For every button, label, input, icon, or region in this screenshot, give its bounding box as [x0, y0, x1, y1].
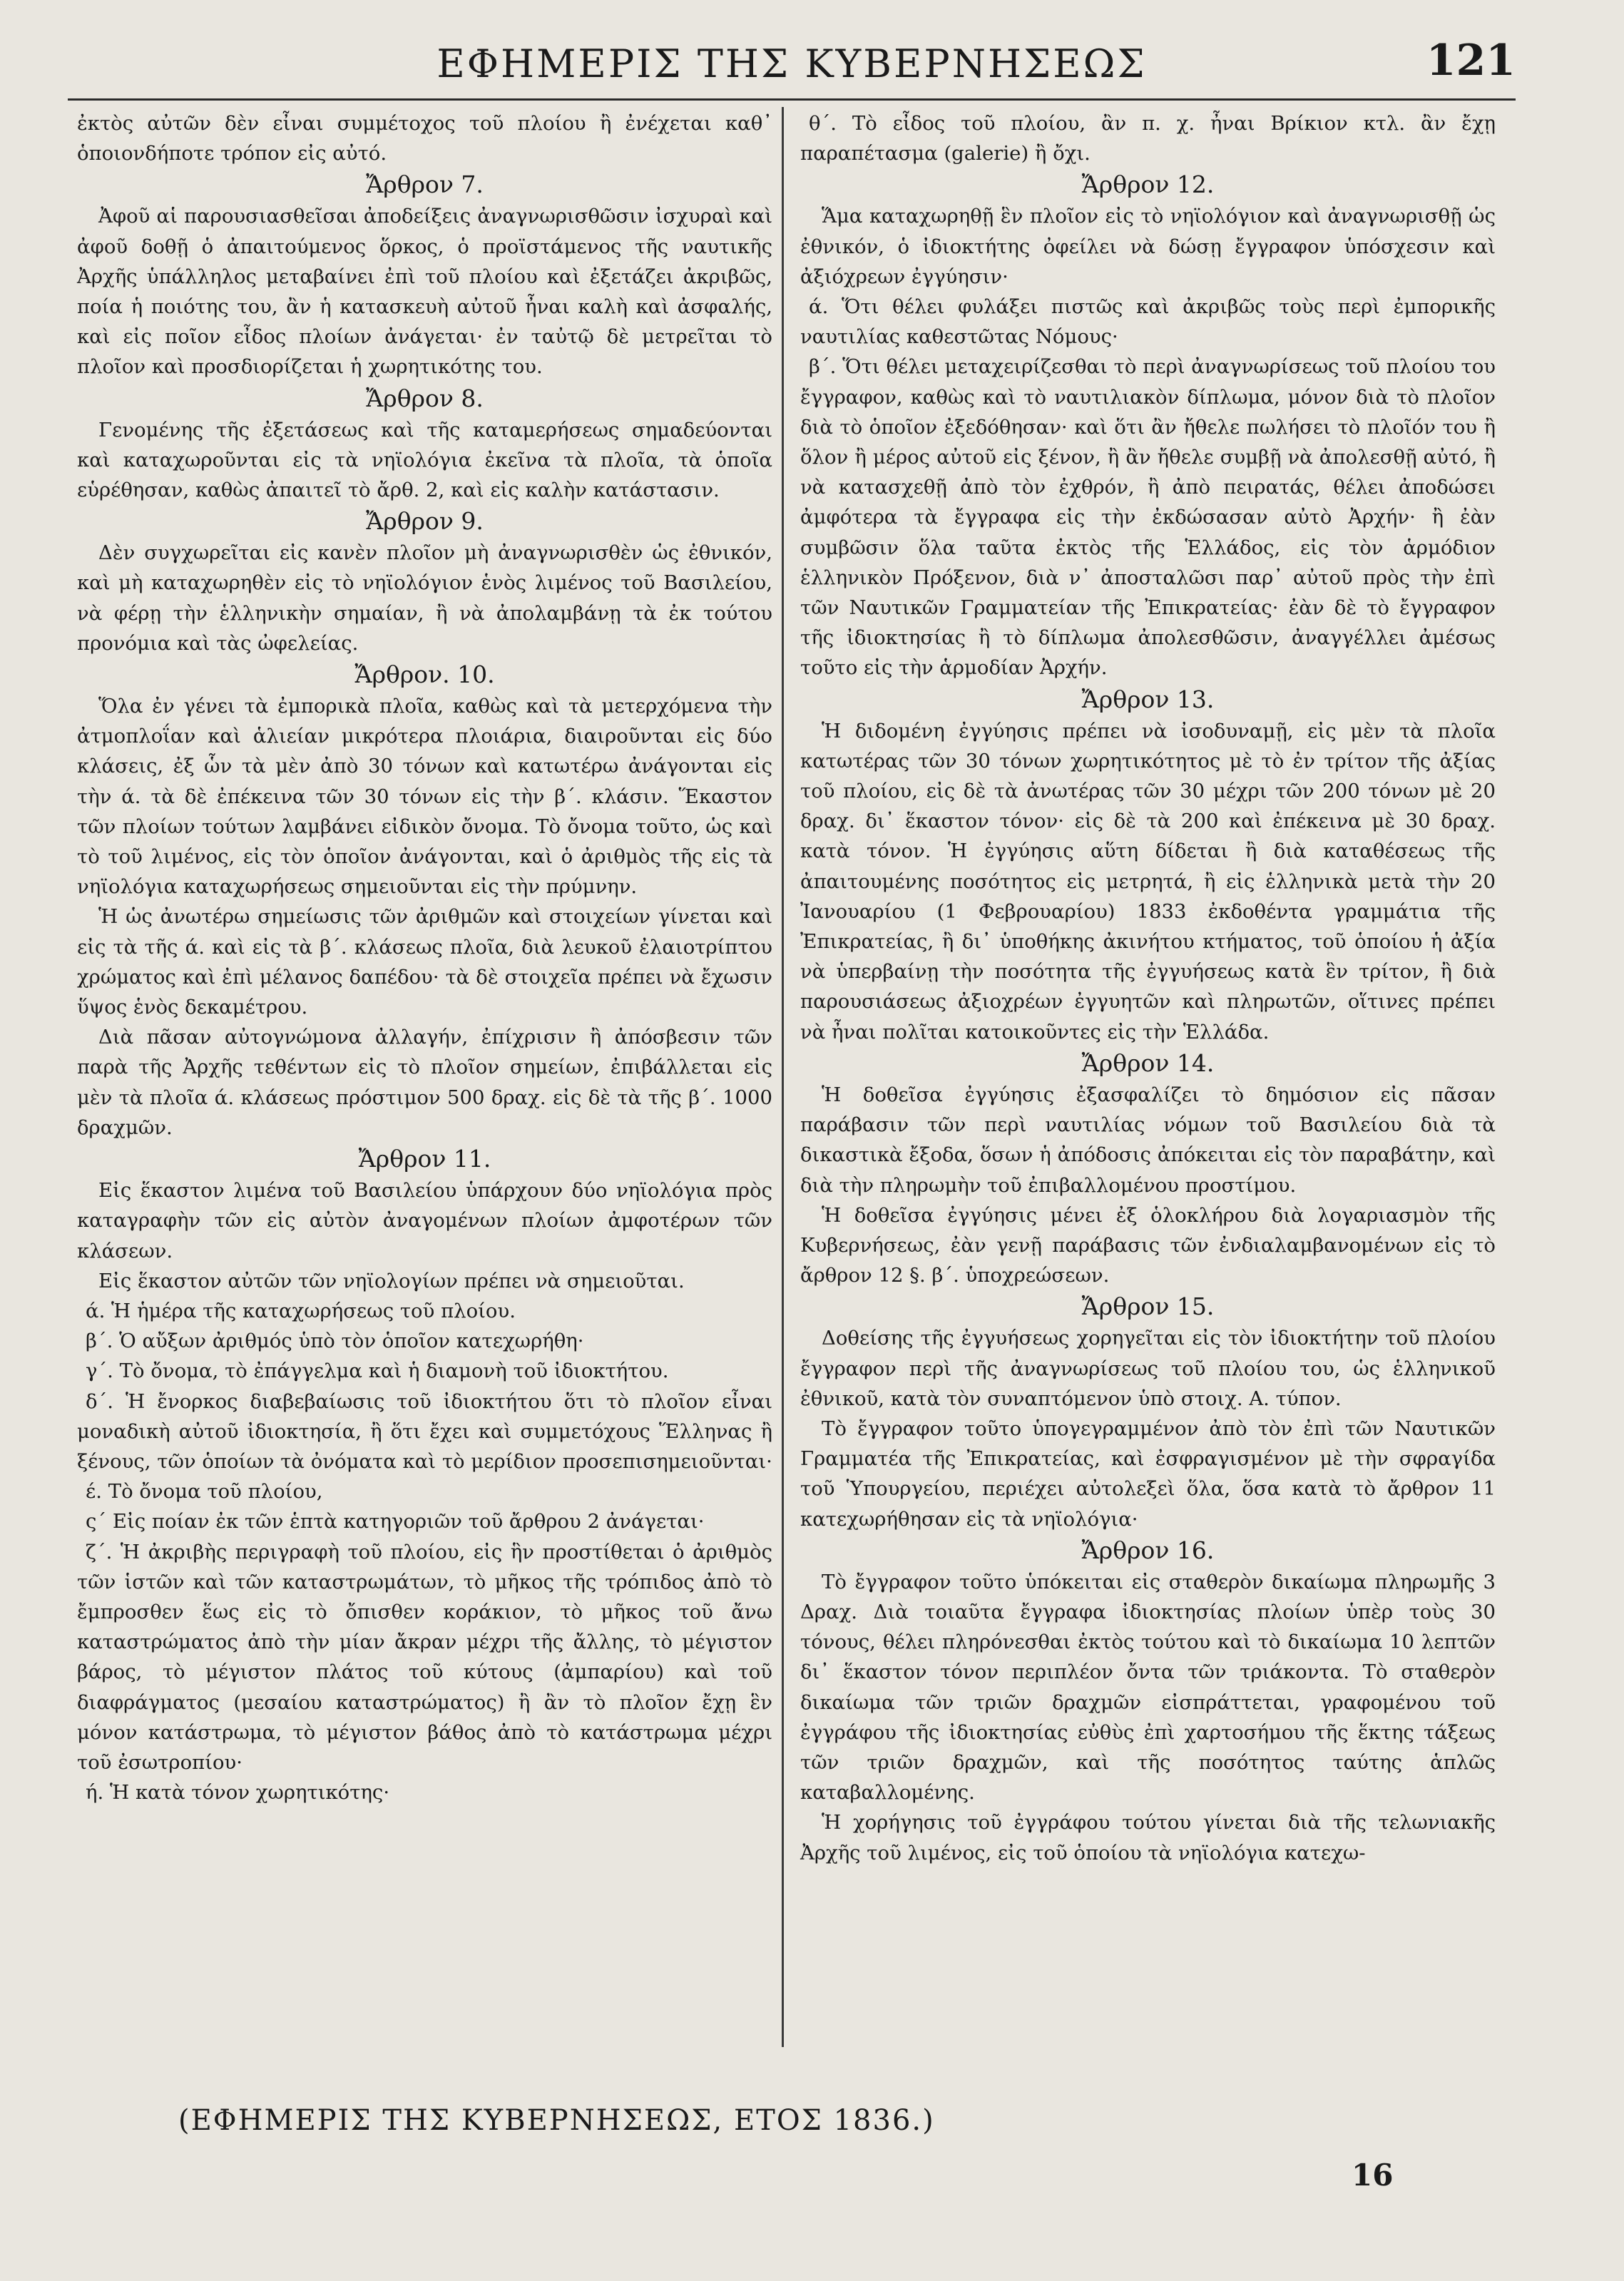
paragraph: έ. Τὸ ὄνομα τοῦ πλοίου,	[86, 1480, 323, 1504]
article-heading: Ἄρθρον. 10.	[354, 660, 495, 689]
paragraph: δ΄. Ἡ ἔνορκος διαβεβαίωσις τοῦ ἰδιοκτήτου ὅτι τὸ πλοῖον εἶναι μοναδικὴ αὐτοῦ ἰδιοκτησία, ἢ ὅτι ἔχει καὶ συμμετόχους Ἕλληνας ἢ ξένους, τῶν ὁποίων τὰ ὀνόματα καὶ τὸ μερίδιον προσεπισημειοῦνται·	[77, 1389, 772, 1473]
paragraph: Διὰ πᾶσαν αὐτογνώμονα ἀλλαγήν, ἐπίχρισιν ἢ ἀπόσβεσιν τῶν παρὰ τῆς Ἀρχῆς τεθέντων εἰς τὸ πλοῖον σημείων, ἐπιβάλλεται εἰς μὲν τὰ πλοῖα ά. κλάσεως πρόστιμον 500 δραχ. εἰς δὲ τὰ τῆς β΄. 1000 δραχμῶν.	[77, 1026, 772, 1139]
article-heading: Ἄρθρον 8.	[366, 384, 484, 412]
header-rule	[68, 98, 1516, 101]
paragraph: ά. Ὅτι θέλει φυλάξει πιστῶς καὶ ἀκριβῶς τοὺς περὶ ἐμπορικῆς ναυτιλίας καθεστῶτας Νόμους·	[800, 295, 1496, 349]
sheet-number: 16	[1352, 2158, 1394, 2193]
paragraph: Δὲν συγχωρεῖται εἰς κανὲν πλοῖον μὴ ἀναγνωρισθὲν ὡς ἐθνικόν, καὶ μὴ καταχωρηθὲν εἰς τὸ νηϊολόγιον ἑνὸς λιμένος τοῦ Βασιλείου, νὰ φέρῃ τὴν ἑλληνικὴν σημαίαν, ἢ νὰ ἀπολαμβάνῃ τὰ ἐκ τούτου προνόμια καὶ τὰς ὠφελείας.	[77, 541, 772, 655]
issue-footer: (ΕΦΗΜΕΡΙΣ ΤΗΣ ΚΥΒΕΡΝΗΣΕΩΣ, ΕΤΟΣ 1836.)	[178, 2104, 935, 2137]
paragraph: Εἰς ἕκαστον λιμένα τοῦ Βασιλείου ὑπάρχουν δύο νηϊολόγια πρὸς καταγραφὴν τῶν εἰς αὐτὸν ἀναγομένων πλοίων ἀμφοτέρων τῶν κλάσεων.	[77, 1179, 772, 1262]
paragraph: β΄. Ὁ αὔξων ἀριθμός ὑπὸ τὸν ὁποῖον κατεχωρήθη·	[86, 1330, 584, 1353]
article-heading: Ἄρθρον 14.	[1081, 1048, 1215, 1077]
paragraph: Δοθείσης τῆς ἐγγυήσεως χορηγεῖται εἰς τὸν ἰδιοκτήτην τοῦ πλοίου ἔγγραφον περὶ τῆς ἀναγνωρίσεως τοῦ πλοίου του, ὡς ἑλληνικοῦ ἐθνικοῦ, κατὰ τὸν συναπτόμενον ὑπὸ στοιχ. Α. τύπον.	[800, 1327, 1496, 1410]
article-heading: Ἄρθρον 11.	[358, 1145, 491, 1173]
paragraph: Ἡ διδομένη ἐγγύησις πρέπει νὰ ἰσοδυναμῇ, εἰς μὲν τὰ πλοῖα κατωτέρας τῶν 30 τόνων χωρητικότητος μὲ τὸ ἐν τρίτον τῆς ἀξίας τοῦ πλοίου, εἰς δὲ τὰ ἀνωτέρας τῶν 30 μέχρι τῶν 200 τόνων μὲ 20 δραχ. δι᾽ ἕκαστον τόνον· εἰς δὲ τὰ 200 καὶ ἐπέκεινα μὲ 30 δραχ. κατὰ τόνον. Ἡ ἐγγύησις αὕτη δίδεται ἢ διὰ καταθέσεως τῆς ἀπαιτουμένης ποσότητος εἰς μετρητά, ἢ εἰς ἑλληνικὰ μετὰ τὴν 20 Ἰανουαρίου (1 Φεβρουαρίου) 1833 ἐκδοθέντα γραμμάτια τῆς Ἐπικρατείας, ἢ δι᾽ ὑποθήκης ἀκινήτου κτήματος, τοῦ ὁποίου ἡ ἀξία νὰ ὑπερβαίνῃ τὴν ποσότητα τῆς ἐγγυήσεως κατὰ ἓν τρίτον, ἢ διὰ παρουσιάσεως ἀξιοχρέων ἐγγυητῶν καὶ πληρωτῶν, οἵτινες πρέπει νὰ ἦναι πολῖται κατοικοῦντες εἰς τὴν Ἑλλάδα.	[800, 719, 1496, 1043]
page-number: 121	[1426, 36, 1516, 86]
paragraph: ς΄ Εἰς ποίαν ἐκ τῶν ἑπτὰ κατηγοριῶν τοῦ ἄρθρου 2 ἀνάγεται·	[86, 1510, 705, 1534]
paragraph: β΄. Ὅτι θέλει μεταχειρίζεσθαι τὸ περὶ ἀναγνωρίσεως τοῦ πλοίου του ἔγγραφον, καθὼς καὶ τὸ ναυτιλιακὸν δίπλωμα, μόνον διὰ τὸ πλοῖον διὰ τὸ ὁποῖον ἐξεδόθησαν· καὶ ὅτι ἂν ἤθελε πωλήσει τὸ πλοῖόν του ἢ ὅλον ἢ μέρος αὐτοῦ εἰς ξένον, ἢ ἂν ἤθελε συμβῇ νὰ ἀπολεσθῇ αὐτό, ἢ νὰ κατασχεθῇ ἀπὸ τὸν ἐχθρόν, ἢ ἀπὸ πειρατάς, θέλει ἀποδώσει ἀμφότερα τὰ ἔγγραφα εἰς τὴν ἐκδώσασαν αὐτὸ Ἀρχήν· ἢ ἐὰν συμβῶσιν ὅλα ταῦτα ἐκτὸς τῆς Ἑλλάδος, εἰς τὸν ἁρμόδιον ἑλληνικὸν Πρόξενον, διὰ ν᾽ ἀποσταλῶσι παρ᾽ αὐτοῦ πρὸς τὴν ἐπὶ τῶν Ναυτικῶν Γραμματείαν τῆς Ἐπικρατείας· ἐὰν δὲ τὸ ἔγγραφον τῆς ἰδιοκτησίας ἢ τὸ δίπλωμα ἀπολεσθῶσιν, ἀναγγέλλει ἀμέσως τοῦτο εἰς τὴν ἁρμοδίαν Ἀρχήν.	[800, 355, 1496, 680]
paragraph: Γενομένης τῆς ἐξετάσεως καὶ τῆς καταμερήσεως σημαδεύονται καὶ καταχωροῦνται εἰς τὰ νηϊολόγια ἐκεῖνα τὰ πλοῖα, τὰ ὁποῖα εὑρέθησαν, καθὼς ἀπαιτεῖ τὸ ἄρθ. 2, καὶ εἰς καλὴν κατάστασιν.	[77, 418, 772, 502]
article-heading: Ἄρθρον 9.	[366, 507, 484, 536]
paragraph: ή. Ἡ κατὰ τόνον χωρητικότης·	[86, 1781, 390, 1805]
right-column	[800, 108, 1496, 1868]
paragraph: ά. Ἡ ἡμέρα τῆς καταχωρήσεως τοῦ πλοίου.	[86, 1299, 516, 1322]
article-heading: Ἄρθρον 16.	[1081, 1536, 1215, 1564]
article-heading: Ἄρθρον 13.	[1081, 685, 1215, 713]
paragraph: Ἡ δοθεῖσα ἐγγύησις ἐξασφαλίζει τὸ δημόσιον εἰς πᾶσαν παράβασιν τῶν περὶ ναυτιλίας νόμων τοῦ Βασιλείου διὰ τὰ δικαστικὰ ἔξοδα, ὅσων ἡ ἀπόδοσις ἀπόκειται εἰς τὸν παραβάτην, καὶ διὰ τὴν πληρωμὴν τοῦ ἐπιβαλλομένου προστίμου.	[800, 1083, 1496, 1197]
paragraph: Ὅλα ἐν γένει τὰ ἐμπορικὰ πλοῖα, καθὼς καὶ τὰ μετερχόμενα τὴν ἀτμοπλοΐαν καὶ ἁλιείαν μικρότερα πλοιάρια, διαιροῦνται εἰς δύο κλάσεις, ἐξ ὧν τὰ μὲν ἀπὸ 30 τόνων καὶ κατωτέρω ἀνάγονται εἰς τὴν ά. τὰ δὲ ἐπέκεινα τῶν 30 τόνων εἰς τὴν β΄. κλάσιν. Ἕκαστον τῶν πλοίων τούτων λαμβάνει εἰδικὸν ὄνομα. Τὸ ὄνομα τοῦτο, ὡς καὶ τὸ τοῦ λιμένος, εἰς τὸν ὁποῖον ἀνάγονται, καὶ ὁ ἀριθμὸς τῆς εἰς τὰ νηϊολόγια καταχωρήσεως σημειοῦνται εἰς τὴν πρύμνην.	[77, 695, 772, 899]
paragraph: Ἡ ὡς ἀνωτέρω σημείωσις τῶν ἀριθμῶν καὶ στοιχείων γίνεται καὶ εἰς τὰ τῆς ά. καὶ εἰς τὰ β΄. κλάσεως πλοῖα, διὰ λευκοῦ ἐλαιοτρίπτου χρώματος καὶ ἐπὶ μέλανος δαπέδου· τὰ δὲ στοιχεῖα πρέπει νὰ ἔχωσιν ὕψος ἑνὸς δεκαμέτρου.	[77, 905, 772, 1019]
page-header	[68, 29, 1516, 93]
paragraph: Ἀφοῦ αἱ παρουσιασθεῖσαι ἀποδείξεις ἀναγνωρισθῶσιν ἰσχυραὶ καὶ ἀφοῦ δοθῇ ὁ ἀπαιτούμενος ὅρκος, ὁ προϊστάμενος τῆς ναυτικῆς Ἀρχῆς ὑπάλληλος μεταβαίνει ἐπὶ τοῦ πλοίου καὶ ἐξετάζει ἀκριβῶς, ποία ἡ ποιότης του, ἂν ἡ κατασκευὴ αὐτοῦ ἦναι καλὴ καὶ ἀσφαλής, καὶ εἰς ποῖον εἶδος πλοίων ἀνάγεται· ἐν ταὐτῷ δὲ μετρεῖται τὸ πλοῖον καὶ προσδιορίζεται ἡ χωρητικότης του.	[77, 205, 772, 379]
column-divider	[782, 107, 784, 2047]
paragraph: Ἅμα καταχωρηθῇ ἓν πλοῖον εἰς τὸ νηϊολόγιον καὶ ἀναγνωρισθῇ ὡς ἐθνικόν, ὁ ἰδιοκτήτης ὀφείλει νὰ δώσῃ ἔγγραφον ὑπόσχεσιν καὶ ἀξιόχρεων ἐγγύησιν·	[800, 205, 1496, 288]
paragraph: Εἰς ἕκαστον αὐτῶν τῶν νηϊολογίων πρέπει νὰ σημειοῦται.	[98, 1269, 685, 1292]
paragraph: θ΄. Τὸ εἶδος τοῦ πλοίου, ἂν π. χ. ἦναι Βρίκιον κτλ. ἂν ἔχῃ παραπέτασμα (galerie) ἢ ὄχι.	[800, 112, 1496, 165]
paragraph: Ἡ χορήγησις τοῦ ἐγγράφου τούτου γίνεται διὰ τῆς τελωνιακῆς Ἀρχῆς τοῦ λιμένος, εἰς τοῦ ὁποίου τὰ νηϊολόγια κατεχω-	[800, 1811, 1496, 1864]
paragraph: Τὸ ἔγγραφον τοῦτο ὑπογεγραμμένον ἀπὸ τὸν ἐπὶ τῶν Ναυτικῶν Γραμματέα τῆς Ἐπικρατείας, καὶ ἐσφραγισμένον μὲ τὴν σφραγίδα τοῦ Ὑπουργείου, περιέχει αὐτολεξεὶ ὅλα, ὅσα κατὰ τὸ ἄρθρον 11 κατεχωρήθησαν εἰς τὰ νηϊολόγια·	[800, 1417, 1496, 1531]
paragraph: Ἡ δοθεῖσα ἐγγύησις μένει ἐξ ὁλοκλήρου διὰ λογαριασμὸν τῆς Κυβερνήσεως, ἐὰν γενῇ παράβασις τῶν ἐνδιαλαμβανομένων εἰς τὸ ἄρθρον 12 §. β΄. ὑποχρεώσεων.	[800, 1203, 1496, 1287]
article-heading: Ἄρθρον 12.	[1081, 170, 1215, 199]
article-heading: Ἄρθρον 7.	[366, 170, 484, 199]
paragraph: ἐκτὸς αὐτῶν δὲν εἶναι συμμέτοχος τοῦ πλοίου ἢ ἐνέχεται καθ᾽ ὁποιονδήποτε τρόπον εἰς αὐτό.	[77, 112, 772, 165]
left-column	[77, 108, 772, 1807]
paragraph: ζ΄. Ἡ ἀκριβὴς περιγραφὴ τοῦ πλοίου, εἰς ἣν προστίθεται ὁ ἀριθμὸς τῶν ἱστῶν καὶ τῶν καταστρωμάτων, τὸ μῆκος τῆς τρόπιδος ἀπὸ τὸ ἔμπροσθεν ἕως εἰς τὸ ὄπισθεν κοράκιον, τὸ μῆκος τοῦ ἄνω καταστρώματος ἀπὸ τὴν μίαν ἄκραν μέχρι τῆς ἄλλης, τὸ μέγιστον βάρος, τὸ μέγιστον πλάτος τοῦ κύτους (ἀμπαρίου) καὶ τοῦ διαφράγματος (μεσαίου καταστρώματος) ἢ ἂν τὸ πλοῖον ἔχῃ ἓν μόνον κατάστρωμα, τὸ μέγιστον βάθος ἀπὸ τὸ κατάστρωμα μέχρι τοῦ ἐσωτροπίου·	[77, 1540, 772, 1774]
paragraph: Τὸ ἔγγραφον τοῦτο ὑπόκειται εἰς σταθερὸν δικαίωμα πληρωμῆς 3 Δραχ. Διὰ τοιαῦτα ἔγγραφα ἰδιοκτησίας πλοίων ὑπὲρ τοὺς 30 τόνους, θέλει πληρόνεσθαι ἐκτὸς τούτου καὶ τὸ δικαίωμα 10 λεπτῶν δι᾽ ἕκαστον τόνον περιπλέον ὄντα τῶν τριάκοντα. Τὸ σταθερὸν δικαίωμα τῶν τριῶν δραχμῶν εἰσπράττεται, γραφομένου τοῦ ἐγγράφου τῆς ἰδιοκτησίας εὐθὺς ἐπὶ χαρτοσήμου τῆς ἕκτης τάξεως τῶν τριῶν δραχμῶν, καὶ τῆς ποσότητος ταύτης ἁπλῶς καταβαλλομένης.	[800, 1570, 1496, 1805]
paragraph: γ΄. Τὸ ὄνομα, τὸ ἐπάγγελμα καὶ ἡ διαμονὴ τοῦ ἰδιοκτήτου.	[86, 1359, 669, 1383]
article-heading: Ἄρθρον 15.	[1081, 1292, 1215, 1321]
gazette-title: ΕΦΗΜΕΡΙΣ ΤΗΣ ΚΥΒΕΡΝΗΣΕΩΣ	[436, 41, 1147, 86]
